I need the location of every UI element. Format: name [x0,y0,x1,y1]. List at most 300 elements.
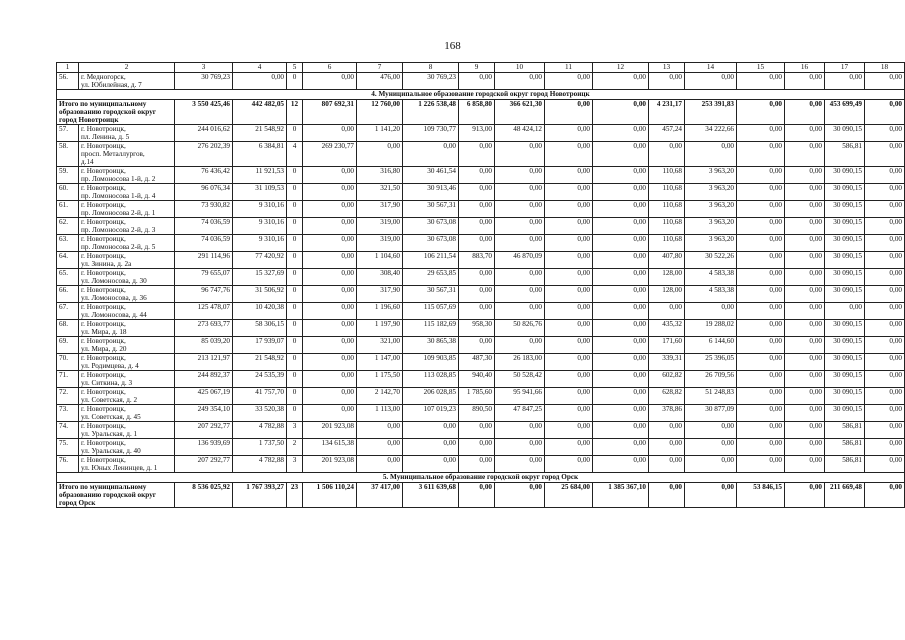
value-cell: 0 [287,73,303,90]
row-number: 71. [57,371,79,388]
value-cell: 48 424,12 [495,125,545,142]
value-cell: 31 109,53 [233,184,287,201]
row-number: 75. [57,439,79,456]
column-number-cell: 7 [357,63,403,73]
value-cell: 457,24 [649,125,685,142]
value-cell: 0 [287,303,303,320]
row-number: 72. [57,388,79,405]
value-cell: 30 090,15 [825,320,865,337]
value-cell: 0,00 [785,269,825,286]
value-cell: 0,00 [737,303,785,320]
value-cell: 3 [287,422,303,439]
value-cell: 76 436,42 [175,167,233,184]
value-cell: 0,00 [303,269,357,286]
value-cell: 0,00 [459,218,495,235]
value-cell: 109 903,85 [403,354,459,371]
value-cell: 0,00 [785,388,825,405]
value-cell: 890,50 [459,405,495,422]
value-cell: 30 090,15 [825,337,865,354]
value-cell: 1 104,60 [357,252,403,269]
value-cell: 1 385 367,10 [593,483,649,508]
value-cell: 0,00 [865,337,905,354]
value-cell: 8 536 025,92 [175,483,233,508]
value-cell: 3 963,20 [685,184,737,201]
total-row [57,483,905,508]
value-cell: 25 396,05 [685,354,737,371]
value-cell: 128,00 [649,286,685,303]
value-cell: 0 [287,286,303,303]
column-number-cell: 16 [785,63,825,73]
value-cell: 339,31 [649,354,685,371]
value-cell: 0,00 [545,371,593,388]
value-cell: 0,00 [865,201,905,218]
address-cell: г. Новотроицк, пр. Ломоносова 1-й, д. 4 [79,184,175,201]
value-cell: 0,00 [495,235,545,252]
value-cell: 79 655,07 [175,269,233,286]
value-cell: 0,00 [303,125,357,142]
value-cell: 0,00 [649,422,685,439]
value-cell: 15 327,69 [233,269,287,286]
column-number-cell: 6 [303,63,357,73]
value-cell: 0,00 [303,201,357,218]
value-cell: 0,00 [825,303,865,320]
value-cell: 30 090,15 [825,405,865,422]
value-cell: 10 420,38 [233,303,287,320]
table-row [57,142,905,167]
value-cell: 1 197,90 [357,320,403,337]
column-number-cell: 3 [175,63,233,73]
value-cell: 0,00 [785,422,825,439]
value-cell: 30 090,15 [825,371,865,388]
value-cell: 0,00 [495,269,545,286]
value-cell: 3 963,20 [685,201,737,218]
value-cell: 0,00 [459,73,495,90]
value-cell: 9 310,16 [233,201,287,218]
row-number: 62. [57,218,79,235]
value-cell: 321,00 [357,337,403,354]
value-cell: 0,00 [593,184,649,201]
table-row [57,218,905,235]
value-cell: 0,00 [495,439,545,456]
table-row [57,337,905,354]
value-cell: 0,00 [685,303,737,320]
value-cell: 3 963,20 [685,235,737,252]
value-cell: 23 [287,483,303,508]
value-cell: 0,00 [303,218,357,235]
value-cell: 0,00 [593,422,649,439]
value-cell: 0 [287,167,303,184]
value-cell: 0,00 [737,354,785,371]
address-cell: г. Новотроицк, ул. Юных Ленинцев, д. 1 [79,456,175,473]
row-number: 59. [57,167,79,184]
value-cell: 30 090,15 [825,354,865,371]
value-cell: 4 782,88 [233,422,287,439]
value-cell: 0,00 [495,456,545,473]
table-row [57,371,905,388]
value-cell: 0,00 [593,388,649,405]
address-cell: г. Новотроицк, ул. Уральская, д. 40 [79,439,175,456]
value-cell: 47 847,25 [495,405,545,422]
value-cell: 0,00 [403,142,459,167]
value-cell: 0,00 [545,439,593,456]
address-cell: г. Новотроицк, ул. Зинина, д. 2а [79,252,175,269]
table-row [57,286,905,303]
value-cell: 0,00 [865,439,905,456]
value-cell: 0,00 [825,73,865,90]
value-cell: 0,00 [649,303,685,320]
value-cell: 50 528,42 [495,371,545,388]
value-cell: 0,00 [303,354,357,371]
value-cell: 807 692,31 [303,100,357,125]
table-row [57,184,905,201]
value-cell: 1 767 393,27 [233,483,287,508]
value-cell: 34 222,66 [685,125,737,142]
value-cell: 453 699,49 [825,100,865,125]
value-cell: 319,00 [357,218,403,235]
value-cell: 0,00 [865,405,905,422]
table-row [57,167,905,184]
table-row [57,405,905,422]
value-cell: 0,00 [737,320,785,337]
value-cell: 366 621,30 [495,100,545,125]
address-cell: г. Новотроицк, пр. Ломоносова 2-й, д. 3 [79,218,175,235]
value-cell: 0,00 [785,483,825,508]
value-cell: 0,00 [649,142,685,167]
value-cell: 0 [287,201,303,218]
value-cell: 0,00 [545,320,593,337]
value-cell: 0,00 [357,456,403,473]
value-cell: 0,00 [303,252,357,269]
value-cell: 0,00 [785,456,825,473]
value-cell: 0,00 [865,73,905,90]
value-cell: 0,00 [785,371,825,388]
value-cell: 0 [287,269,303,286]
value-cell: 30 461,54 [403,167,459,184]
value-cell: 0,00 [737,371,785,388]
value-cell: 0,00 [303,303,357,320]
value-cell: 0,00 [593,371,649,388]
value-cell: 110,68 [649,201,685,218]
address-cell: г. Новотроицк, ул. Ломоносова, д. 36 [79,286,175,303]
value-cell: 0,00 [593,286,649,303]
value-cell: 30 090,15 [825,286,865,303]
address-cell: г. Новотроицк, пл. Ленина, д. 5 [79,125,175,142]
value-cell: 0,00 [737,269,785,286]
value-cell: 37 417,00 [357,483,403,508]
value-cell: 0,00 [737,73,785,90]
value-cell: 0,00 [865,286,905,303]
value-cell: 0,00 [495,184,545,201]
value-cell: 106 211,54 [403,252,459,269]
value-cell: 0,00 [303,235,357,252]
value-cell: 30 567,31 [403,201,459,218]
value-cell: 115 182,69 [403,320,459,337]
value-cell: 0,00 [303,405,357,422]
column-number-cell: 11 [545,63,593,73]
value-cell: 12 760,00 [357,100,403,125]
value-cell: 29 653,85 [403,269,459,286]
value-cell: 0,00 [865,252,905,269]
value-cell: 0,00 [685,483,737,508]
value-cell: 0,00 [785,303,825,320]
value-cell: 0,00 [593,142,649,167]
value-cell: 0,00 [865,235,905,252]
value-cell: 0,00 [737,286,785,303]
value-cell: 110,68 [649,235,685,252]
value-cell: 31 506,92 [233,286,287,303]
page-number: 168 [444,40,461,52]
value-cell: 1 175,50 [357,371,403,388]
value-cell: 0,00 [685,73,737,90]
value-cell: 0,00 [737,252,785,269]
row-number: 65. [57,269,79,286]
value-cell: 33 520,38 [233,405,287,422]
value-cell: 0,00 [785,218,825,235]
value-cell: 4 583,38 [685,286,737,303]
row-number: 60. [57,184,79,201]
value-cell: 3 611 639,68 [403,483,459,508]
value-cell: 317,90 [357,286,403,303]
value-cell: 0,00 [303,286,357,303]
value-cell: 378,86 [649,405,685,422]
value-cell: 0,00 [545,73,593,90]
value-cell: 30 877,09 [685,405,737,422]
value-cell: 0,00 [785,167,825,184]
value-cell: 30 090,15 [825,269,865,286]
value-cell: 425 067,19 [175,388,233,405]
value-cell: 0 [287,125,303,142]
value-cell: 58 306,15 [233,320,287,337]
value-cell: 0,00 [685,456,737,473]
value-cell: 206 028,85 [403,388,459,405]
value-cell: 201 923,08 [303,456,357,473]
value-cell: 0,00 [459,235,495,252]
value-cell: 171,60 [649,337,685,354]
row-number: 66. [57,286,79,303]
value-cell: 0,00 [545,422,593,439]
address-cell: г. Новотроицк, ул. Родимцева, д. 4 [79,354,175,371]
value-cell: 53 846,15 [737,483,785,508]
value-cell: 0,00 [495,201,545,218]
value-cell: 30 090,15 [825,125,865,142]
value-cell: 0,00 [545,201,593,218]
data-table [56,62,905,508]
row-number: 69. [57,337,79,354]
value-cell: 24 535,39 [233,371,287,388]
value-cell: 26 709,56 [685,371,737,388]
value-cell: 0,00 [865,354,905,371]
value-cell: 0,00 [737,125,785,142]
value-cell: 0,00 [649,456,685,473]
value-cell: 115 057,69 [403,303,459,320]
value-cell: 4 782,88 [233,456,287,473]
value-cell: 77 420,92 [233,252,287,269]
value-cell: 0,00 [545,252,593,269]
value-cell: 30 865,38 [403,337,459,354]
value-cell: 85 039,20 [175,337,233,354]
value-cell: 586,81 [825,422,865,439]
value-cell: 0,00 [865,456,905,473]
value-cell: 0,00 [593,252,649,269]
value-cell: 0,00 [459,167,495,184]
value-cell: 308,40 [357,269,403,286]
value-cell: 30 769,23 [403,73,459,90]
value-cell: 17 939,07 [233,337,287,354]
address-cell: г. Новотроицк, пр. Ломоносова 2-й, д. 1 [79,201,175,218]
value-cell: 319,00 [357,235,403,252]
value-cell: 321,50 [357,184,403,201]
value-cell: 1 737,50 [233,439,287,456]
value-cell: 0,00 [459,483,495,508]
value-cell: 269 230,77 [303,142,357,167]
value-cell: 883,70 [459,252,495,269]
value-cell: 30 567,31 [403,286,459,303]
value-cell: 586,81 [825,142,865,167]
value-cell: 0,00 [737,201,785,218]
value-cell: 0,00 [785,252,825,269]
row-number: 68. [57,320,79,337]
value-cell: 0,00 [865,100,905,125]
value-cell: 0,00 [785,184,825,201]
address-cell: г. Новотроицк, ул. Мира, д. 20 [79,337,175,354]
value-cell: 30 090,15 [825,184,865,201]
value-cell: 0,00 [593,73,649,90]
value-cell: 46 870,09 [495,252,545,269]
value-cell: 0,00 [737,439,785,456]
address-cell: г. Новотроицк, ул. Мира, д. 18 [79,320,175,337]
value-cell: 0,00 [593,405,649,422]
value-cell: 207 292,77 [175,422,233,439]
column-number-cell: 17 [825,63,865,73]
value-cell: 51 248,83 [685,388,737,405]
value-cell: 207 292,77 [175,456,233,473]
value-cell: 113 028,85 [403,371,459,388]
value-cell: 0,00 [459,456,495,473]
section-heading-row [57,90,905,100]
column-number-cell: 18 [865,63,905,73]
value-cell: 0,00 [593,320,649,337]
value-cell: 107 019,23 [403,405,459,422]
row-number: 76. [57,456,79,473]
column-number-cell: 1 [57,63,79,73]
value-cell: 0,00 [785,142,825,167]
value-cell: 0,00 [495,73,545,90]
value-cell: 73 930,82 [175,201,233,218]
section-heading-row [57,473,905,483]
value-cell: 2 [287,439,303,456]
address-cell: г. Новотроицк, ул. Ситкина, д. 3 [79,371,175,388]
row-number: 58. [57,142,79,167]
value-cell: 109 730,77 [403,125,459,142]
value-cell: 0,00 [649,73,685,90]
value-cell: 0,00 [865,483,905,508]
value-cell: 30 090,15 [825,252,865,269]
value-cell: 74 036,59 [175,235,233,252]
value-cell: 442 482,05 [233,100,287,125]
value-cell: 0,00 [545,354,593,371]
column-number-cell: 2 [79,63,175,73]
value-cell: 487,30 [459,354,495,371]
value-cell: 1 226 538,48 [403,100,459,125]
value-cell: 30 913,46 [403,184,459,201]
table-row [57,354,905,371]
value-cell: 0,00 [495,218,545,235]
value-cell: 0,00 [545,235,593,252]
table-row [57,235,905,252]
row-number: 67. [57,303,79,320]
table-row [57,201,905,218]
value-cell: 0,00 [593,100,649,125]
value-cell: 0,00 [865,371,905,388]
value-cell: 602,82 [649,371,685,388]
value-cell: 110,68 [649,184,685,201]
value-cell: 96 076,34 [175,184,233,201]
value-cell: 19 288,02 [685,320,737,337]
value-cell: 6 858,80 [459,100,495,125]
value-cell: 3 [287,456,303,473]
column-number-cell: 13 [649,63,685,73]
value-cell: 4 [287,142,303,167]
column-number-cell: 9 [459,63,495,73]
table-row [57,439,905,456]
value-cell: 1 147,00 [357,354,403,371]
value-cell: 1 785,60 [459,388,495,405]
row-number: 64. [57,252,79,269]
table-row [57,320,905,337]
value-cell: 96 747,76 [175,286,233,303]
address-cell: г. Новотроицк, пр. Ломоносова 2-й, д. 5 [79,235,175,252]
value-cell: 2 142,70 [357,388,403,405]
value-cell: 0,00 [685,422,737,439]
value-cell: 0,00 [545,456,593,473]
value-cell: 136 939,69 [175,439,233,456]
value-cell: 0,00 [865,167,905,184]
value-cell: 0,00 [303,388,357,405]
value-cell: 0,00 [737,235,785,252]
value-cell: 0,00 [303,371,357,388]
value-cell: 0,00 [593,439,649,456]
value-cell: 95 941,66 [495,388,545,405]
value-cell: 0,00 [737,142,785,167]
value-cell: 0,00 [649,483,685,508]
column-number-cell: 8 [403,63,459,73]
value-cell: 0,00 [865,320,905,337]
value-cell: 0,00 [403,422,459,439]
value-cell: 0,00 [545,286,593,303]
value-cell: 0,00 [593,337,649,354]
value-cell: 0,00 [303,320,357,337]
value-cell: 0,00 [545,303,593,320]
row-number: 56. [57,73,79,90]
table-row [57,303,905,320]
value-cell: 3 550 425,46 [175,100,233,125]
value-cell: 0,00 [303,184,357,201]
column-number-cell: 12 [593,63,649,73]
value-cell: 3 963,20 [685,218,737,235]
column-number-row [57,63,905,73]
value-cell: 41 757,70 [233,388,287,405]
value-cell: 110,68 [649,218,685,235]
value-cell: 0 [287,218,303,235]
address-cell: г. Новотроицк, ул. Советская, д. 2 [79,388,175,405]
value-cell: 0,00 [865,218,905,235]
value-cell: 125 478,07 [175,303,233,320]
value-cell: 0,00 [593,303,649,320]
value-cell: 11 921,53 [233,167,287,184]
value-cell: 0,00 [593,201,649,218]
table-row [57,422,905,439]
table-row [57,388,905,405]
